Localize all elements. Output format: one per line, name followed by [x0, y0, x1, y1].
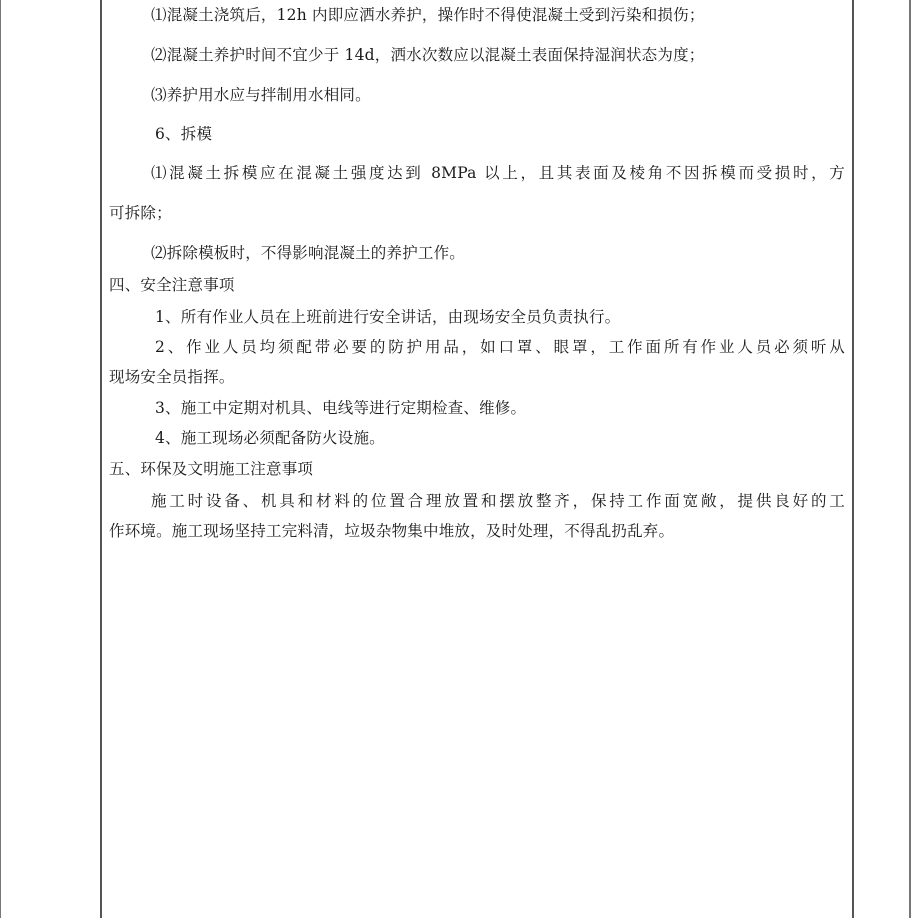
- section-formwork-removal: 6、拆模: [155, 125, 213, 143]
- heading-safety: 四、安全注意事项: [109, 276, 235, 294]
- formwork-item-2: ⑵拆除模板时，不得影响混凝土的养护工作。: [151, 244, 466, 262]
- safety-item-2-line-1: 2、作业人员均须配带必要的防护用品，如口罩、眼罩，工作面所有作业人员必须听从: [155, 338, 845, 356]
- safety-item-2-line-2: 现场安全员指挥。: [109, 368, 235, 386]
- curing-item-1: ⑴混凝土浇筑后，12h 内即应洒水养护，操作时不得使混凝土受到污染和损伤；: [151, 6, 705, 24]
- formwork-item-1-line-2: 可拆除；: [109, 204, 172, 222]
- environment-paragraph-line-2: 作环境。施工现场坚持工完料清，垃圾杂物集中堆放，及时处理，不得乱扔乱弃。: [109, 522, 675, 540]
- environment-paragraph-line-1: 施工时设备、机具和材料的位置合理放置和摆放整齐，保持工作面宽敞，提供良好的工: [151, 492, 845, 510]
- safety-item-4: 4、施工现场必须配备防火设施。: [155, 429, 385, 447]
- table-cell-border-right: [852, 0, 854, 918]
- curing-item-3: ⑶养护用水应与拌制用水相同。: [151, 86, 371, 104]
- safety-item-3: 3、施工中定期对机具、电线等进行定期检查、维修。: [155, 399, 527, 417]
- formwork-item-1-line-1: ⑴混凝土拆模应在混凝土强度达到 8MPa 以上，且其表面及棱角不因拆模而受损时，方: [151, 164, 845, 182]
- safety-item-1: 1、所有作业人员在上班前进行安全讲话，由现场安全员负责执行。: [155, 308, 621, 326]
- heading-environment: 五、环保及文明施工注意事项: [109, 460, 314, 478]
- table-cell-border-left: [100, 0, 102, 918]
- curing-item-2: ⑵混凝土养护时间不宜少于 14d，洒水次数应以混凝土表面保持湿润状态为度；: [151, 46, 705, 64]
- page-border-left: [0, 0, 1, 918]
